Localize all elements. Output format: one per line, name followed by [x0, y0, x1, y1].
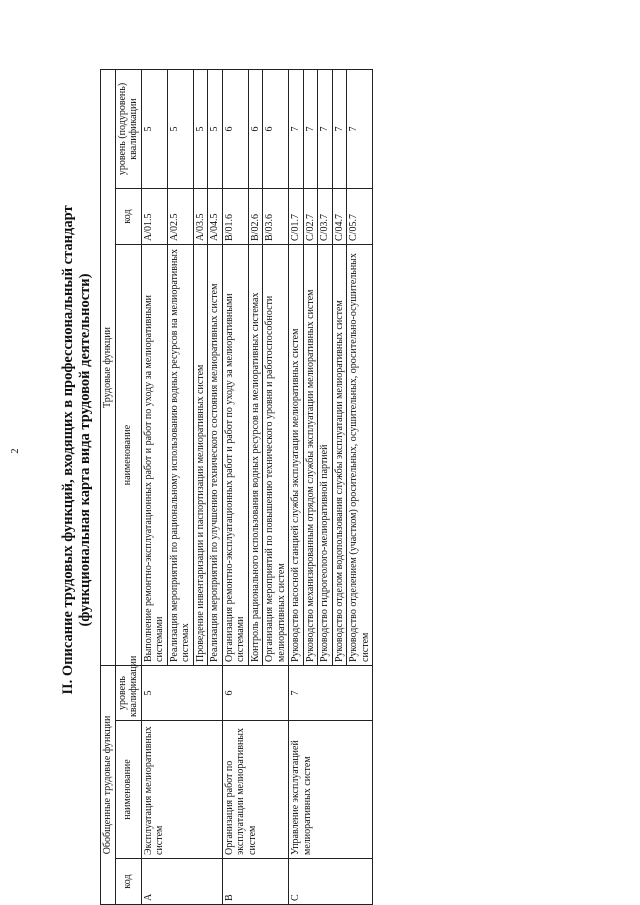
function-code: B/02.6: [248, 189, 263, 245]
gen-name-header: наименование: [115, 721, 141, 859]
table-row: [141, 70, 167, 905]
function-code: B/01.6: [222, 189, 248, 245]
group-code: B: [222, 859, 289, 905]
group-name: Организация работ по эксплуатации мелиоративных систем: [222, 721, 289, 859]
function-code: A/03.5: [193, 189, 208, 245]
function-code: C/03.7: [318, 189, 333, 245]
function-name: Руководство механизированным отрядом службы эксплуатации мелиоративных систем: [303, 245, 318, 666]
function-name: Организация мероприятий по повышению технического уровня и работоспособности мелиоративных систем: [263, 245, 289, 666]
function-code: A/01.5: [141, 189, 167, 245]
function-name: Реализация мероприятий по рациональному использованию водных ресурсов на мелиоративных системах: [167, 245, 193, 666]
function-level: 7: [318, 70, 333, 189]
labor-functions-header: Трудовые функции: [101, 70, 116, 666]
group-code: C: [289, 859, 373, 905]
function-level: 6: [248, 70, 263, 189]
function-level: 5: [141, 70, 167, 189]
function-name: Руководство отделом водопользования службы эксплуатации мелиоративных систем: [332, 245, 347, 666]
function-code: C/05.7: [347, 189, 373, 245]
func-sublevel-header: уровень (подуровень) квалификации: [115, 70, 141, 189]
group-code: A: [141, 859, 222, 905]
function-level: 5: [193, 70, 208, 189]
function-level: 5: [167, 70, 193, 189]
title-line-1: II. Описание трудовых функций, входящих в профессиональный стандарт: [60, 205, 76, 695]
function-code: A/04.5: [208, 189, 223, 245]
gen-code-header: код: [115, 859, 141, 905]
group-name: Управление эксплуатацией мелиоративных систем: [289, 721, 373, 859]
function-name: Руководство гидрогеолого-мелиоративной партией: [318, 245, 333, 666]
page-number: 2: [10, 448, 21, 454]
generalized-functions-header: Обобщенные трудовые функции: [101, 666, 116, 905]
group-level: 6: [222, 666, 289, 721]
group-level: 5: [141, 666, 222, 721]
function-name: Проведение инвентаризации и паспортизации мелиоративных систем: [193, 245, 208, 666]
function-level: 7: [332, 70, 347, 189]
function-level: 7: [347, 70, 373, 189]
function-level: 7: [289, 70, 304, 189]
function-level: 6: [263, 70, 289, 189]
gen-level-header: уровень квалификации: [115, 666, 141, 721]
func-code-header: код: [115, 189, 141, 245]
function-name: Контроль рационального использования водных ресурсов на мелиоративных системах: [248, 245, 263, 666]
section-heading: [60, 35, 94, 865]
function-name: Руководство отделением (участком) оросительных, осушительных, оросительно-осушительных систем: [347, 245, 373, 666]
functional-map-table: [100, 69, 373, 905]
function-code: C/04.7: [332, 189, 347, 245]
group-name: Эксплуатация мелиоративных систем: [141, 721, 222, 859]
function-code: A/02.5: [167, 189, 193, 245]
function-code: C/01.7: [289, 189, 304, 245]
function-code: B/03.6: [263, 189, 289, 245]
table-row: [289, 70, 304, 905]
func-name-header: наименование: [115, 245, 141, 666]
table-row: [222, 70, 248, 905]
function-name: Выполнение ремонтно-эксплуатационных работ и работ по уходу за мелиоративными системами: [141, 245, 167, 666]
function-level: 6: [222, 70, 248, 189]
title-line-2: (функциональная карта вида трудовой деятельности): [77, 273, 93, 627]
function-name: Организация ремонтно-эксплуатационных работ и работ по уходу за мелиоративными системами: [222, 245, 248, 666]
function-level: 5: [208, 70, 223, 189]
group-level: 7: [289, 666, 373, 721]
function-code: C/02.7: [303, 189, 318, 245]
function-level: 7: [303, 70, 318, 189]
function-name: Реализация мероприятий по улучшению технического состояния мелиоративных систем: [208, 245, 223, 666]
function-name: Руководство насосной станцией службы эксплуатации мелиоративных систем: [289, 245, 304, 666]
